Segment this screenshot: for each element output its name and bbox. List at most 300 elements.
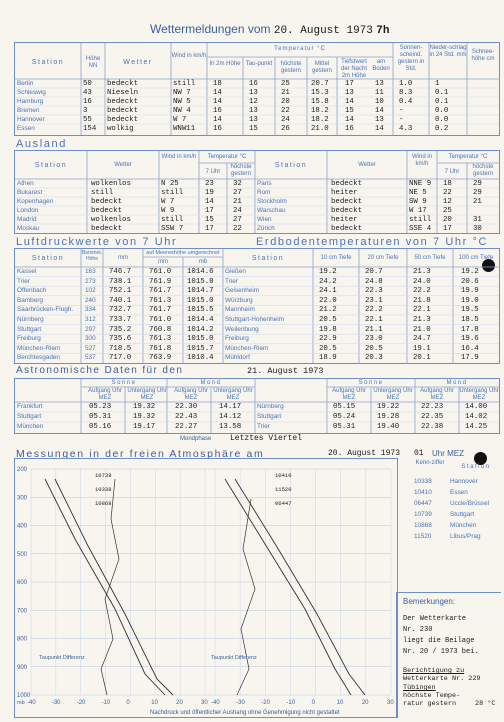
inland-cell-r4-c4: 14 xyxy=(213,116,222,124)
inland-cell-r2-c11: 0.1 xyxy=(435,98,449,106)
ausland-h-temp-right: Temperatur °C xyxy=(448,154,488,160)
pressure-unit: mb xyxy=(17,700,25,706)
ausland-right-r2-c1: bedeckt xyxy=(331,198,363,206)
inland-cell-r3-c5: 13 xyxy=(249,107,258,115)
erd-r5-c0: Stuttgart-Hohenheim xyxy=(225,316,284,323)
druck-r6-c3: 760.8 xyxy=(149,325,172,334)
inland-cell-r0-c11: 1 xyxy=(435,80,440,88)
ausland-left-r1-c3: 19 xyxy=(205,189,214,197)
inland-h-mittel: Mittel gestern xyxy=(311,61,332,74)
inland-cell-r3-c6: 22 xyxy=(281,107,290,115)
pressure-label-600: 600 xyxy=(17,580,28,586)
ausland-right-r1-c4: 29 xyxy=(473,189,482,197)
inland-cell-r5-c9: 14 xyxy=(375,125,384,133)
atmos-time-unit: Uhr MEZ xyxy=(432,449,464,458)
erd-h-20: 20 cm Tiefe xyxy=(367,255,399,261)
inland-cell-r2-c3: NW 5 xyxy=(173,98,191,106)
inland-cell-r0-c7: 20.7 xyxy=(311,80,329,88)
pressure-label-500: 500 xyxy=(17,551,28,558)
erd-r3-c0: Würzburg xyxy=(225,296,253,304)
druck-h-mm: mm xyxy=(118,255,128,261)
inland-cell-r0-c9: 13 xyxy=(375,80,384,88)
erd-r8-c1: 20.5 xyxy=(319,344,337,353)
druck-r4-c0: Saarbrücken-Flugh. xyxy=(17,306,74,314)
ausland-h-temp-left: Temperatur °C xyxy=(207,154,247,160)
astro-right-r1-c0: Stuttgart xyxy=(257,413,282,420)
ausland-h-station-right: Station xyxy=(274,162,308,169)
ausland-left-r0-c1: wolkenlos xyxy=(91,180,131,188)
druck-r5-c2: 733.7 xyxy=(109,316,132,324)
erd-r1-c0: Trier xyxy=(225,277,238,285)
xlabel-left-1: -30 xyxy=(51,700,61,706)
druck-r6-c2: 735.2 xyxy=(109,325,132,334)
key-h-station: Station xyxy=(461,464,491,470)
erd-r0-c1: 19.2 xyxy=(319,268,337,276)
erd-r6-c4: 17.8 xyxy=(461,325,479,334)
astro-left-r2-c3: 22.27 xyxy=(175,423,198,431)
inland-cell-r1-c9: 11 xyxy=(375,89,384,97)
erd-r1-c1: 24.2 xyxy=(319,277,337,286)
inland-h-max: höchste gestern xyxy=(280,61,302,74)
inland-cell-r0-c6: 25 xyxy=(281,80,290,88)
inland-cell-r0-c0: Berlin xyxy=(17,80,34,87)
ausland-right-r4-c4: 31 xyxy=(473,216,482,224)
xlabel-right-1: -30 xyxy=(236,700,245,706)
xlabel-left-3: -10 xyxy=(101,700,111,706)
inland-cell-r4-c2: bedeckt xyxy=(107,116,139,124)
ausland-right-r4-c3: 20 xyxy=(443,216,452,224)
ausland-left-r0-c0: Athen xyxy=(17,180,34,187)
inland-cell-r5-c1: 154 xyxy=(83,125,97,133)
key-name-0: Hannover xyxy=(450,478,478,485)
pressure-label-300: 300 xyxy=(17,495,28,502)
erd-r2-c1: 24.1 xyxy=(319,287,337,296)
inland-cell-r5-c2: wolkig xyxy=(107,125,134,133)
druck-r7-c2: 735.6 xyxy=(109,335,132,344)
inland-cell-r1-c11: 0.1 xyxy=(435,89,449,97)
erd-r7-c2: 23.0 xyxy=(365,335,383,344)
bemerkung-line-1: Nr. 230 xyxy=(403,626,433,634)
astro-h-unter-4: Untergang Uhr MEZ xyxy=(459,388,499,401)
druck-h-hoehe: Baromet. Höhe xyxy=(81,250,103,262)
inland-cell-r2-c1: 16 xyxy=(83,98,92,106)
astro-h-auf-4: Aufgang Uhr MEZ xyxy=(420,388,454,401)
astro-left-r0-c1: 05.23 xyxy=(89,403,112,411)
druck-r0-c3: 761.0 xyxy=(149,268,172,276)
astro-right-r2-c3: 22.38 xyxy=(421,423,444,431)
ausland-left-r5-c2: SSW 7 xyxy=(161,225,184,233)
key-code-0: 10338 xyxy=(414,478,432,485)
ber-line3: höchste Tempe- xyxy=(403,692,461,700)
astro-title xyxy=(16,365,183,376)
ausland-right-r0-c3: 18 xyxy=(443,180,452,188)
inland-cell-r1-c7: 15.3 xyxy=(311,89,329,97)
astro-right-r0-c1: 05.15 xyxy=(333,403,356,411)
xlabel-right-3: -10 xyxy=(286,700,296,706)
xlabel-left-0: -40 xyxy=(27,700,36,706)
druck-r1-c1: 273 xyxy=(85,277,96,285)
bemerkung-line-0: Der Wetterkarte xyxy=(403,615,467,623)
inland-cell-r1-c0: Schleswig xyxy=(17,89,46,96)
astro-left-r0-c3: 22.30 xyxy=(175,403,198,411)
inland-cell-r1-c2: Nieseln xyxy=(107,89,139,97)
pressure-label-400: 400 xyxy=(17,523,28,530)
erd-r8-c0: München-Riem xyxy=(225,344,269,352)
ausland-left-r1-c4: 27 xyxy=(233,189,242,197)
inland-table xyxy=(14,42,500,136)
druck-r2-c2: 752.1 xyxy=(109,287,132,296)
erd-r2-c2: 22.3 xyxy=(365,287,383,296)
erd-r3-c4: 19.0 xyxy=(461,296,479,305)
ausland-left-r3-c4: 24 xyxy=(233,207,242,215)
druck-r5-c1: 312 xyxy=(85,316,96,323)
ausland-h-wind-left: Wind in km/h xyxy=(161,154,197,160)
druck-r3-c1: 240 xyxy=(85,296,96,304)
pressure-label-800: 800 xyxy=(17,636,28,643)
inland-cell-r5-c5: 15 xyxy=(249,125,258,133)
page-title xyxy=(150,22,389,37)
title-prefix: Wettermeldungen vom xyxy=(150,22,271,36)
inland-cell-r4-c9: 13 xyxy=(375,116,384,124)
astro-date: 21. August 1973 xyxy=(247,366,324,376)
ausland-left-r0-c2: N 25 xyxy=(161,180,179,188)
inland-cell-r4-c7: 18.2 xyxy=(311,116,329,124)
astro-left-r1-c4: 14.12 xyxy=(219,413,242,421)
druck-h-mb: mb xyxy=(198,259,208,265)
astro-left-r0-c2: 19.32 xyxy=(133,403,156,411)
key-name-3: Stuttgart xyxy=(450,511,475,518)
druck-r0-c4: 1014.6 xyxy=(187,268,214,276)
ausland-left-r5-c4: 22 xyxy=(233,225,242,233)
inland-h-tief2m: Tiefstwert der Nacht 2m Höhe xyxy=(340,59,367,79)
astro-right-r2-c2: 19.40 xyxy=(377,423,400,431)
ausland-right-r4-c1: heiter xyxy=(331,216,358,224)
inland-cell-r5-c4: 16 xyxy=(213,125,222,133)
ausland-left-r4-c1: wolkenlos xyxy=(91,216,131,224)
astro-right-r1-c3: 22.35 xyxy=(421,413,444,421)
ausland-left-r1-c0: Bukarest xyxy=(17,189,43,196)
key-name-1: Essen xyxy=(450,489,468,496)
key-code-3: 10739 xyxy=(414,511,432,518)
ausland-left-r2-c0: Kopenhagen xyxy=(17,198,54,205)
pressure-label-1000: 1000 xyxy=(17,693,31,699)
astro-h-unter-1: Untergang Uhr MEZ xyxy=(127,388,167,401)
luftdruck-erdboden-table xyxy=(14,248,500,364)
inland-cell-r1-c6: 21 xyxy=(281,89,290,97)
ausland-h-max-left: höchste gestern xyxy=(230,164,252,177)
druck-r6-c0: Stuttgart xyxy=(17,325,42,333)
key-code-4: 10868 xyxy=(414,522,432,529)
druck-r0-c0: Kassel xyxy=(17,268,37,275)
druck-r3-c2: 740.1 xyxy=(109,296,132,305)
astro-right-r0-c3: 22.23 xyxy=(421,403,444,411)
druck-r3-c0: Bamberg xyxy=(17,296,43,304)
xlabel-left-6: 20 xyxy=(176,700,183,706)
inland-h-in2m: In 2m Höhe xyxy=(209,61,241,67)
astro-left-r2-c2: 19.17 xyxy=(133,423,156,431)
xlabel-right-0: -40 xyxy=(211,700,220,706)
druck-r8-c3: 761.8 xyxy=(149,344,172,353)
title-date: 20. August 1973 xyxy=(273,25,373,37)
inland-cell-r2-c8: 14 xyxy=(345,98,354,106)
atmos-chart xyxy=(14,458,398,718)
erd-r0-c0: Gießen xyxy=(225,268,246,275)
curve-label-10410: 10410 xyxy=(275,472,292,479)
druck-r2-c4: 1014.7 xyxy=(187,287,214,296)
xlabel-left-2: -20 xyxy=(76,700,86,706)
druck-h-auf: auf Meereshöhe umgerechnet xyxy=(146,250,220,256)
inland-h-schnee: Schnee-höhe cm xyxy=(471,49,495,62)
curve-label-10338: 10338 xyxy=(95,486,112,493)
druck-r7-c3: 761.3 xyxy=(149,335,172,344)
ausland-right-r3-c2: W 17 xyxy=(409,207,427,215)
ber-title: Berichtigung zu xyxy=(403,667,465,675)
astro-right-r1-c4: 14.02 xyxy=(465,413,488,421)
inland-cell-r1-c5: 13 xyxy=(249,89,258,97)
astro-h-unter-3: Untergang Uhr MEZ xyxy=(373,388,413,401)
xlabel-right-5: 10 xyxy=(336,700,344,706)
pressure-label-700: 700 xyxy=(17,608,28,615)
erd-r2-c3: 22.2 xyxy=(413,287,431,296)
inland-cell-r5-c3: WNW11 xyxy=(173,125,196,133)
bemerkung-line-3: Nr. 20 / 1973 bei. xyxy=(403,648,479,656)
astro-h-auf-1: Aufgang Uhr MEZ xyxy=(88,388,122,401)
erdboden-title: Erdbodentemperaturen von 7 Uhr °C xyxy=(256,236,489,248)
astro-left-r2-c4: 13.58 xyxy=(219,423,242,431)
inland-h-temp: Temperatur °C xyxy=(274,46,326,52)
astro-table xyxy=(14,378,500,434)
inland-cell-r0-c10: 1.0 xyxy=(399,80,413,88)
ausland-right-r3-c3: 25 xyxy=(443,207,452,215)
inland-cell-r3-c11: 0.0 xyxy=(435,107,449,115)
druck-r5-c0: Nürnberg xyxy=(17,316,44,323)
inland-cell-r5-c7: 21.0 xyxy=(311,125,329,133)
ausland-left-r3-c2: W 9 xyxy=(161,207,175,215)
curve-label-06447: 06447 xyxy=(275,500,292,507)
druck-r2-c0: Offenbach xyxy=(17,287,47,295)
ausland-h-max-right: höchste gestern xyxy=(472,164,494,177)
erd-r6-c3: 21.0 xyxy=(413,325,431,334)
astro-h-auf-3: Aufgang Uhr MEZ xyxy=(332,388,366,401)
ausland-h-wetter-left: Wetter xyxy=(114,162,132,168)
inland-cell-r2-c6: 20 xyxy=(281,98,290,106)
ausland-left-r4-c3: 15 xyxy=(205,216,214,224)
druck-r4-c3: 761.7 xyxy=(149,306,172,315)
inland-cell-r0-c1: 50 xyxy=(83,80,92,88)
erd-r1-c2: 24.8 xyxy=(365,277,383,286)
erd-r0-c3: 21.3 xyxy=(413,268,431,276)
ausland-right-r2-c2: SW 9 xyxy=(409,198,427,206)
ausland-h-7uhr-left: 7 Uhr xyxy=(205,169,221,175)
inland-cell-r0-c2: bedeckt xyxy=(107,80,139,88)
temp-curve-0 xyxy=(45,479,165,695)
ausland-left-r5-c0: Moskau xyxy=(17,225,40,232)
ausland-right-r0-c4: 29 xyxy=(473,180,482,188)
astro-right-r0-c4: 14.00 xyxy=(465,403,488,411)
temp-curve-2 xyxy=(225,479,351,695)
ausland-left-r2-c3: 14 xyxy=(205,198,214,206)
title-time: 7h xyxy=(376,25,390,37)
druck-r6-c4: 1014.2 xyxy=(187,325,214,334)
xlabel-right-7: 30 xyxy=(387,700,394,706)
atmos-date: 20. August 1973 xyxy=(328,449,401,458)
druck-r2-c3: 761.7 xyxy=(149,287,172,296)
curve-label-11520: 11520 xyxy=(275,486,292,493)
astro-right-r1-c2: 19.28 xyxy=(377,413,400,421)
astro-left-r2-c0: München xyxy=(17,423,44,430)
druck-r2-c1: 102 xyxy=(85,287,96,295)
druck-r1-c2: 738.1 xyxy=(109,277,132,286)
druck-r3-c3: 761.3 xyxy=(149,296,172,305)
erd-r8-c3: 19.1 xyxy=(413,344,431,353)
ausland-right-r4-c2: still xyxy=(409,216,432,224)
inland-cell-r5-c0: Essen xyxy=(17,125,35,132)
erd-r5-c1: 20.5 xyxy=(319,316,337,324)
druck-r7-c0: Freiburg xyxy=(17,335,41,343)
inland-cell-r4-c10: - xyxy=(399,116,404,124)
astro-left-r0-c4: 14.17 xyxy=(219,403,242,411)
xlabel-left-5: 10 xyxy=(151,700,158,706)
pressure-label-200: 200 xyxy=(17,467,28,473)
ausland-right-r0-c2: NNE 9 xyxy=(409,180,432,188)
inland-cell-r5-c6: 26 xyxy=(281,125,290,133)
inland-cell-r3-c3: NW 4 xyxy=(173,107,191,115)
druck-r3-c4: 1015.0 xyxy=(187,296,214,305)
ausland-right-r5-c1: bedeckt xyxy=(331,225,363,233)
ausland-right-r3-c1: bedeckt xyxy=(331,207,363,215)
key-code-2: 06447 xyxy=(414,500,432,507)
erd-r7-c0: Freiburg xyxy=(225,335,249,343)
inland-h-sonne: Sonnen-scheind. gestern in Std. xyxy=(397,45,425,72)
astro-right-r2-c1: 05.31 xyxy=(333,423,356,431)
astro-right-r2-c4: 14.25 xyxy=(465,423,488,431)
ausland-right-r1-c2: NE 5 xyxy=(409,189,427,197)
erd-h-station: Station xyxy=(251,255,285,262)
ausland-left-r2-c1: bedeckt xyxy=(91,198,123,206)
bemerkungen xyxy=(396,592,501,717)
inland-cell-r4-c11: 0.0 xyxy=(435,116,449,124)
erd-r7-c4: 19.6 xyxy=(461,335,479,344)
taupunkt-label-right: Taupunkt Differenz xyxy=(211,655,257,661)
ausland-right-r1-c3: 22 xyxy=(443,189,452,197)
ausland-h-station-left: Station xyxy=(34,162,68,169)
erd-h-50: 50 cm Tiefe xyxy=(414,255,446,261)
xlabel-right-4: 0 xyxy=(311,700,315,706)
astro-left-r1-c1: 05.31 xyxy=(89,413,112,421)
erd-r5-c4: 18.5 xyxy=(461,316,479,324)
bemerkungen-title: Bemerkungen: xyxy=(403,597,456,606)
druck-r0-c1: 163 xyxy=(85,268,96,275)
druck-r1-c0: Trier xyxy=(17,277,30,285)
erd-r4-c2: 22.2 xyxy=(365,306,383,315)
curve-label-10868: 10868 xyxy=(95,500,112,507)
astro-h-mond-left: Mond xyxy=(200,380,222,386)
inland-cell-r2-c0: Hamburg xyxy=(17,98,44,105)
curve-label-10739: 10739 xyxy=(95,472,112,479)
astro-h-sonne-left: Sonne xyxy=(111,380,137,386)
ausland-h-7uhr-right: 7 Uhr xyxy=(444,169,460,175)
ausland-left-r5-c3: 17 xyxy=(205,225,214,233)
inland-cell-r3-c0: Bremen xyxy=(17,107,40,114)
astro-title-text: Astronomische Daten für den xyxy=(16,365,184,376)
pressure-label-900: 900 xyxy=(17,664,28,671)
ausland-left-r5-c1: bedeckt xyxy=(91,225,123,233)
xlabel-right-2: -20 xyxy=(261,700,270,706)
astro-right-r0-c2: 19.22 xyxy=(377,403,400,411)
erd-r9-c2: 20.3 xyxy=(365,354,383,363)
mondphase-value: Letztes Viertel xyxy=(230,434,303,443)
erd-r1-c4: 20.6 xyxy=(461,277,479,286)
ausland-h-wetter-right: Wetter xyxy=(358,162,376,168)
astro-h-unter-2: Untergang Uhr MEZ xyxy=(213,388,253,401)
erd-r7-c1: 22.9 xyxy=(319,335,337,344)
astro-h-sonne-right: Sonne xyxy=(358,380,384,386)
ausland-right-r2-c3: 12 xyxy=(443,198,452,206)
key-code-1: 10410 xyxy=(414,489,432,496)
inland-h-wetter: Wetter xyxy=(123,59,153,66)
ausland-right-r0-c0: Paris xyxy=(257,180,272,187)
ausland-left-r4-c4: 27 xyxy=(233,216,242,224)
erd-r3-c2: 23.1 xyxy=(365,296,383,305)
ausland-left-r3-c1: bedeckt xyxy=(91,207,123,215)
ausland-h-wind-right: Wind in km/h xyxy=(411,154,432,167)
druck-r1-c3: 761.9 xyxy=(149,277,172,286)
astro-h-mond-right: Mond xyxy=(446,380,468,386)
inland-cell-r3-c8: 15 xyxy=(345,107,354,115)
erd-r6-c2: 21.1 xyxy=(365,325,383,334)
inland-cell-r1-c8: 13 xyxy=(345,89,354,97)
ausland-right-r5-c4: 30 xyxy=(473,225,482,233)
astro-left-r1-c3: 22.43 xyxy=(175,413,198,421)
astro-left-r1-c2: 19.32 xyxy=(133,413,156,421)
druck-r5-c4: 1014.4 xyxy=(187,316,214,324)
erd-r4-c4: 19.5 xyxy=(461,306,479,315)
dew-curve-right xyxy=(237,499,255,695)
ausland-left-r4-c0: Madrid xyxy=(17,216,37,223)
druck-r8-c2: 718.5 xyxy=(109,344,132,353)
ausland-table xyxy=(14,150,500,234)
druck-r9-c3: 763.9 xyxy=(149,354,172,363)
erd-r8-c4: 16.4 xyxy=(461,344,479,353)
druck-r7-c1: 300 xyxy=(85,335,96,343)
inland-cell-r3-c9: 14 xyxy=(375,107,384,115)
inland-cell-r3-c4: 16 xyxy=(213,107,222,115)
inland-h-nieder: Nieder-schlag in 24 Std. mm xyxy=(429,45,467,58)
ausland-right-r2-c4: 21 xyxy=(473,198,482,206)
inland-cell-r1-c4: 14 xyxy=(213,89,222,97)
erd-r0-c2: 20.7 xyxy=(365,268,383,276)
astro-left-r0-c0: Frankfurt xyxy=(17,403,43,410)
inland-cell-r4-c8: 14 xyxy=(345,116,354,124)
druck-h-mm2: mm xyxy=(158,259,168,265)
inland-cell-r2-c4: 14 xyxy=(213,98,222,106)
erd-r2-c0: Geisenheim xyxy=(225,287,260,295)
erd-r4-c1: 21.2 xyxy=(319,306,337,315)
astro-left-r2-c1: 05.16 xyxy=(89,423,112,431)
inland-cell-r4-c1: 55 xyxy=(83,116,92,124)
inland-cell-r0-c8: 17 xyxy=(345,80,354,88)
ausland-right-r5-c3: 17 xyxy=(443,225,452,233)
bemerkung-line-2: liegt die Beilage xyxy=(403,637,475,645)
druck-r8-c1: 527 xyxy=(85,344,96,352)
key-h-kenn: Kenn-ziffer xyxy=(415,460,445,466)
druck-r4-c1: 334 xyxy=(85,306,96,314)
inland-cell-r4-c5: 13 xyxy=(249,116,258,124)
inland-cell-r3-c7: 18.2 xyxy=(311,107,329,115)
erd-r5-c3: 21.3 xyxy=(413,316,431,324)
xlabel-right-6: 20 xyxy=(361,700,369,706)
inland-h-tiefboden: am Boden xyxy=(372,59,390,72)
